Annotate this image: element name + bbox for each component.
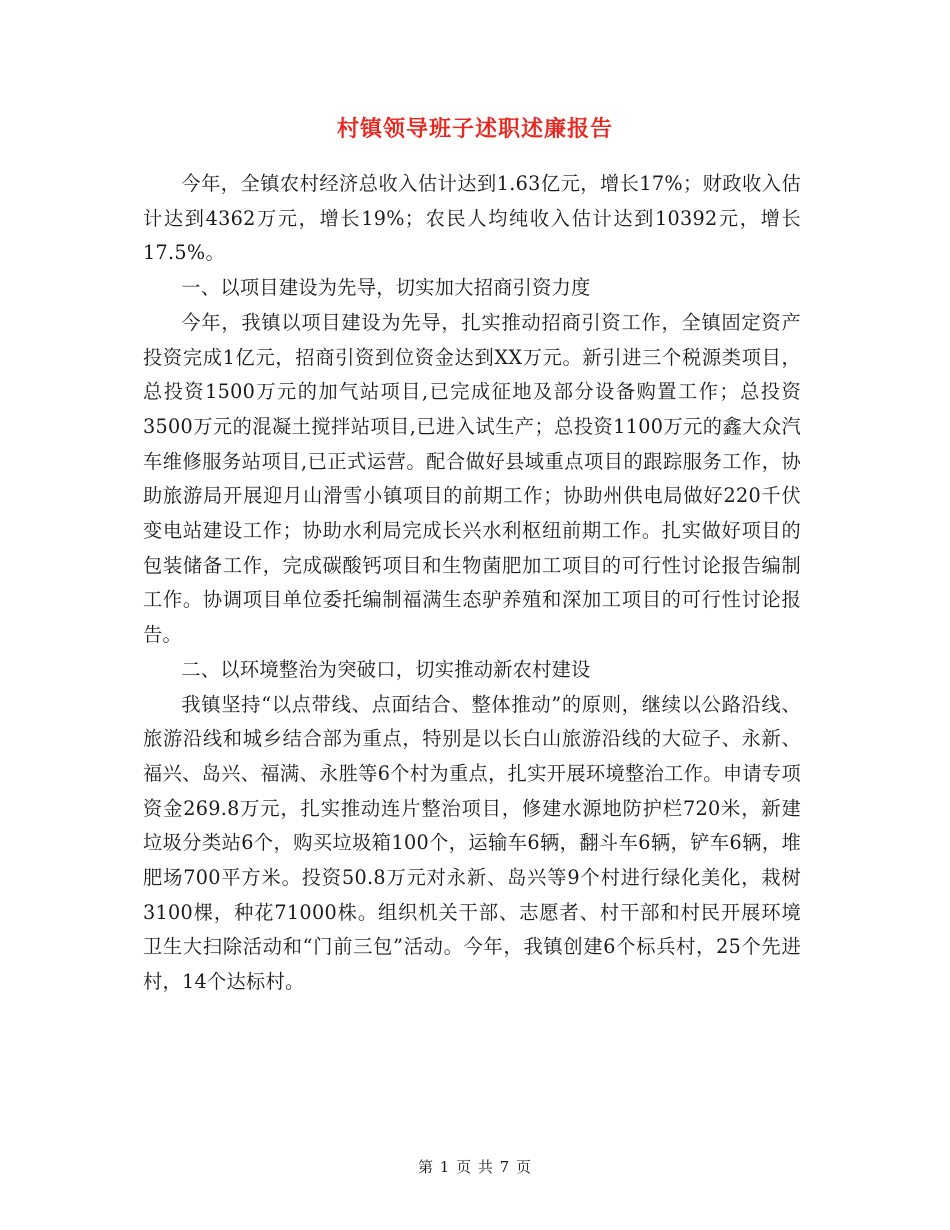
paragraph-projects: 今年，我镇以项目建设为先导，扎实推动招商引资工作，全镇固定资产投资完成1亿元，招商引资到位资金达到XX万元。新引进三个税源类项目，总投资1500万元的加气站项目,已完成征地及部分设备购置工作；总投资3500万元的混凝土搅拌站项目,已进入试生产；总投资1100万元的鑫大众汽车维修服务站项目,已正式运营。配合做好县域重点项目的跟踪服务工作，协助旅游局开展迎月山滑雪小镇项目的前期工作；协助州供电局做好220千伏变电站建设工作；协助水利局完成长兴水利枢纽前期工作。扎实做好项目的包装储备工作，完成碳酸钙项目和生物菌肥加工项目的可行性讨论报告编制工作。协调项目单位委托编制福满生态驴养殖和深加工项目的可行性讨论报告。 bbox=[143, 310, 801, 647]
document-title: 村镇领导班子述职述廉报告 bbox=[336, 116, 613, 142]
section-heading-2: 二、以环境整治为突破口，切实推动新农村建设 bbox=[181, 657, 591, 681]
page-footer: 第 1 页 共 7 页 bbox=[418, 1158, 532, 1176]
paragraph-environment: 我镇坚持“以点带线、点面结合、整体推动”的原则，继续以公路沿线、旅游沿线和城乡结合部为重点，特别是以长白山旅游沿线的大砬子、永新、福兴、岛兴、福满、永胜等6个村为重点，扎实开展环境整治工作。申请专项资金269.8万元，扎实推动连片整治项目，修建水源地防护栏720米，新建垃圾分类站6个，购买垃圾箱100个，运输车6辆，翻斗车6辆，铲车6辆，堆肥场700平方米。投资50.8万元对永新、岛兴等9个村进行绿化美化，栽树3100棵，种花71000株。组织机关干部、志愿者、村干部和村民开展环境卫生大扫除活动和“门前三包”活动。今年，我镇创建6个标兵村，25个先进村，14个达标村。 bbox=[143, 692, 801, 994]
section-heading-1: 一、以项目建设为先导，切实加大招商引资力度 bbox=[181, 276, 591, 300]
paragraph-summary: 今年，全镇农村经济总收入估计达到1.63亿元，增长17%；财政收入估计达到4362万元，增长19%；农民人均纯收入估计达到10392元，增长17.5%。 bbox=[143, 172, 801, 265]
document-body bbox=[143, 167, 801, 1000]
